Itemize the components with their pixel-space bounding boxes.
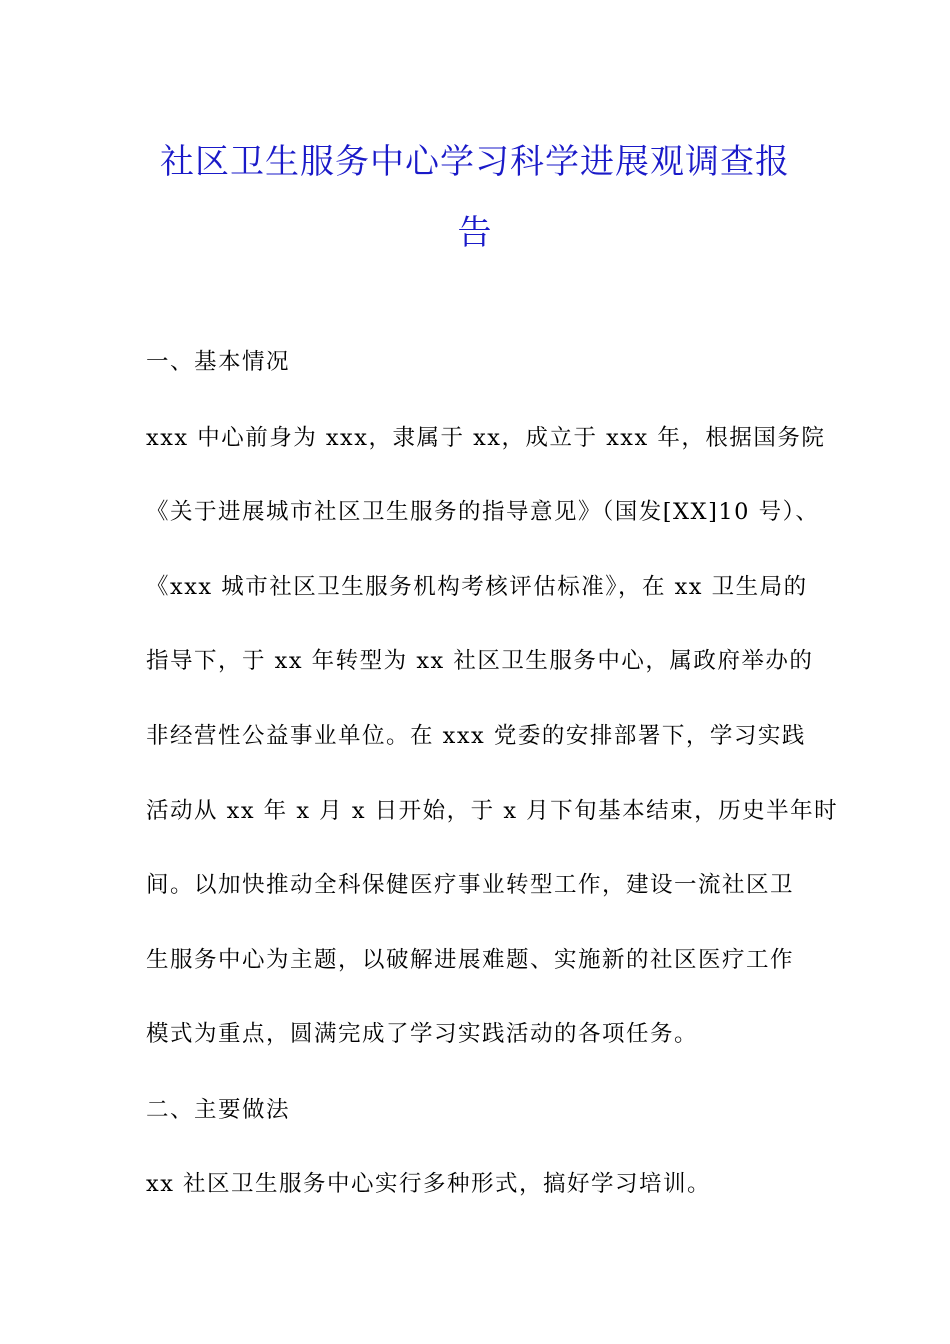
body-line: 指导下，于 xx 年转型为 xx 社区卫生服务中心，属政府举办的	[146, 648, 814, 674]
body-line: 间。以加快推动全科保健医疗事业转型工作，建设一流社区卫	[146, 872, 795, 898]
body-line: xx 社区卫生服务中心实行多种形式，搞好学习培训。	[146, 1171, 712, 1197]
body-line: 生服务中心为主题，以破解进展难题、实施新的社区医疗工作	[146, 947, 795, 973]
body-line: 《关于进展城市社区卫生服务的指导意见》（国发[XX]10 号）、	[146, 499, 820, 525]
body-line: 模式为重点，圆满完成了学习实践活动的各项任务。	[146, 1021, 699, 1047]
document-title-line-2: 告	[457, 213, 493, 253]
body-line: xxx 中心前身为 xxx，隶属于 xx，成立于 xxx 年，根据国务院	[146, 425, 826, 451]
body-line: 《xxx 城市社区卫生服务机构考核评估标准》，在 xx 卫生局的	[146, 574, 808, 600]
body-line: 活动从 xx 年 x 月 x 日开始，于 x 月下旬基本结束，历史半年时	[146, 798, 839, 824]
body-line: 非经营性公益事业单位。在 xxx 党委的安排部署下，学习实践	[146, 723, 806, 749]
section-heading-basic: 一、基本情况	[146, 349, 291, 375]
section-heading-methods: 二、主要做法	[146, 1097, 291, 1123]
document-title-line-1: 社区卫生服务中心学习科学进展观调查报	[160, 142, 790, 182]
